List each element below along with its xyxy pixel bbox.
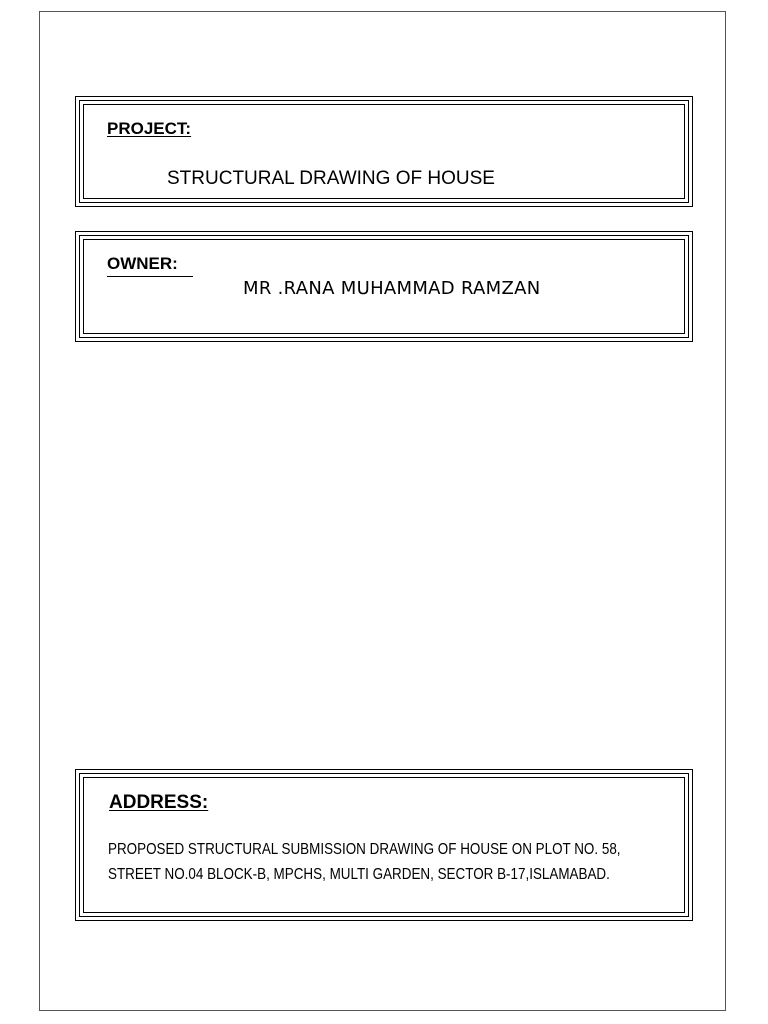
address-box-inner-border — [83, 777, 685, 913]
address-label: ADDRESS: — [109, 792, 209, 813]
address-line: PROPOSED STRUCTURAL SUBMISSION DRAWING OF HOUSE ON PLOT NO. 58, — [108, 841, 621, 858]
owner-box-inner-border — [83, 239, 685, 334]
owner-label-underline — [107, 276, 193, 277]
address-box — [75, 769, 693, 921]
owner-name: MR .RANA MUHAMMAD RAMZAN — [243, 278, 541, 299]
owner-label: OWNER: — [107, 254, 178, 273]
project-box-inner-border — [83, 104, 685, 199]
project-title: STRUCTURAL DRAWING OF HOUSE — [167, 168, 495, 189]
owner-box — [75, 231, 693, 342]
project-label: PROJECT: — [107, 119, 192, 138]
address-line: STREET NO.04 BLOCK-B, MPCHS, MULTI GARDEN, SECTOR B-17,ISLAMABAD. — [108, 866, 610, 883]
project-box — [75, 96, 693, 207]
